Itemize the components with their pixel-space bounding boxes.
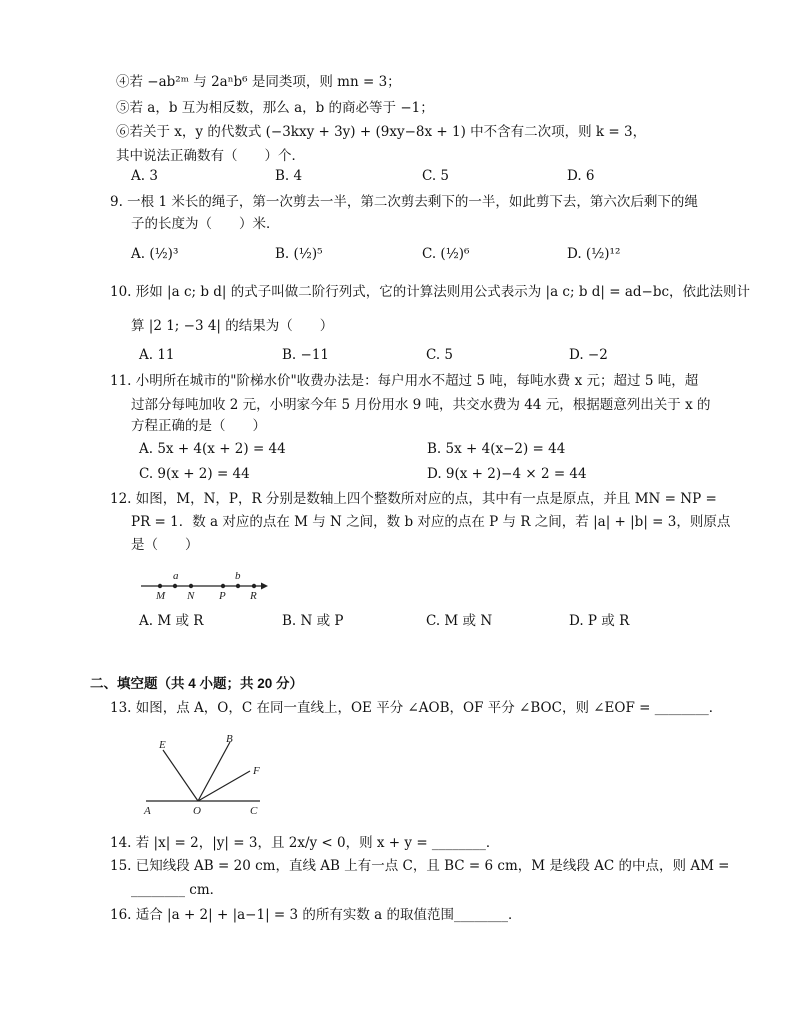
q12-line-3: 是（ ） [131, 537, 199, 553]
q9-option-d: D. (½)¹² [567, 246, 621, 262]
label-a: A [144, 805, 151, 817]
label-p: P [219, 590, 226, 602]
q8-option-b: B. 4 [275, 168, 303, 184]
point-m [158, 584, 162, 588]
point-n [189, 584, 193, 588]
q11-option-a: A. 5x + 4(x + 2) = 44 [139, 441, 286, 457]
q10-option-b: B. −11 [282, 347, 329, 363]
label-a: a [173, 570, 179, 582]
q10-line-1: 10. 形如 |a c; b d| 的式子叫做二阶行列式，它的计算法则用公式表示为 |a c; b d| = ad−bc，依此法则计 [110, 284, 751, 300]
q14-line-1: 14. 若 |x| = 2，|y| = 3，且 2x/y < 0，则 x + y = ________． [110, 835, 500, 851]
point-a [173, 584, 177, 588]
label-b: b [235, 570, 241, 582]
q11-option-c: C. 9(x + 2) = 44 [139, 466, 250, 482]
q9-line-1: 9. 一根 1 米长的绳子，第一次剪去一半，第二次剪去剩下的一半，如此剪下去，第六次后剩下的绳 [110, 194, 698, 210]
angle-figure [138, 730, 278, 820]
q8-statement-5: ⑤若 a，b 互为相反数，那么 a，b 的商必等于 −1； [116, 100, 434, 116]
q16-line-1: 16. 适合 |a + 2| + |a−1| = 3 的所有实数 a 的取值范围________． [110, 907, 522, 923]
q11-line-3: 方程正确的是（ ） [131, 418, 266, 434]
q12-line-2: PR = 1．数 a 对应的点在 M 与 N 之间，数 b 对应的点在 P 与 R 之间，若 |a| + |b| = 3，则原点 [131, 514, 731, 530]
q11-option-d: D. 9(x + 2)−4 × 2 = 44 [427, 466, 587, 482]
q8-statement-6: ⑥若关于 x，y 的代数式 (−3kxy + 3y) + (9xy−8x + 1) 中不含有二次项，则 k = 3， [116, 124, 647, 140]
point-b [236, 584, 240, 588]
q12-option-b: B. N 或 P [282, 613, 344, 629]
q10-line-2: 算 |2 1; −3 4| 的结果为（ ） [131, 318, 334, 334]
label-c: C [250, 805, 258, 817]
label-m: M [156, 590, 166, 602]
number-line-figure [135, 568, 275, 604]
q9-option-c: C. (½)⁶ [422, 246, 470, 262]
label-o: O [193, 805, 201, 817]
label-b: B [226, 733, 233, 745]
q9-option-a: A. (½)³ [131, 246, 179, 262]
q12-option-c: C. M 或 N [426, 613, 493, 629]
label-r: R [250, 590, 257, 602]
q8-option-c: C. 5 [422, 168, 450, 184]
q8-option-d: D. 6 [567, 168, 595, 184]
q12-option-a: A. M 或 R [139, 613, 204, 629]
point-p [221, 584, 225, 588]
q9-line-2: 子的长度为（ ）米． [131, 216, 280, 232]
q13-line-1: 13. 如图，点 A，O，C 在同一直线上，OE 平分 ∠AOB，OF 平分 ∠BOC，则 ∠EOF = ________． [110, 700, 723, 716]
q12-option-d: D. P 或 R [569, 613, 630, 629]
label-f: F [253, 765, 260, 777]
q8-stem-end: 其中说法正确数有（ ）个． [116, 148, 305, 164]
q10-option-c: C. 5 [426, 347, 454, 363]
q15-line-1: 15. 已知线段 AB = 20 cm，直线 AB 上有一点 C，且 BC = 6 cm，M 是线段 AC 的中点，则 AM = [110, 858, 730, 874]
q8-option-a: A. 3 [131, 168, 158, 184]
q10-option-d: D. −2 [569, 347, 608, 363]
point-r [252, 584, 256, 588]
label-n: N [187, 590, 195, 602]
q9-option-b: B. (½)⁵ [275, 246, 323, 262]
q10-option-a: A. 11 [139, 347, 175, 363]
section-2-title: 二、填空题（共 4 小题；共 20 分） [90, 676, 304, 691]
q11-line-1: 11. 小明所在城市的"阶梯水价"收费办法是：每户用水不超过 5 吨，每吨水费 x 元；超过 5 吨，超 [110, 373, 699, 389]
label-e: E [159, 739, 166, 751]
q8-statement-4: ④若 −ab²ᵐ 与 2aⁿb⁶ 是同类项，则 mn = 3； [116, 74, 401, 90]
q15-line-2: ________ cm． [131, 882, 224, 898]
q11-line-2: 过部分每吨加收 2 元，小明家今年 5 月份用水 9 吨，共交水费为 44 元，根据题意列出关于 x 的 [131, 397, 711, 413]
q12-line-1: 12. 如图，M，N，P，R 分别是数轴上四个整数所对应的点，其中有一点是原点，并且 MN = NP = [110, 491, 717, 507]
q11-option-b: B. 5x + 4(x−2) = 44 [427, 441, 566, 457]
